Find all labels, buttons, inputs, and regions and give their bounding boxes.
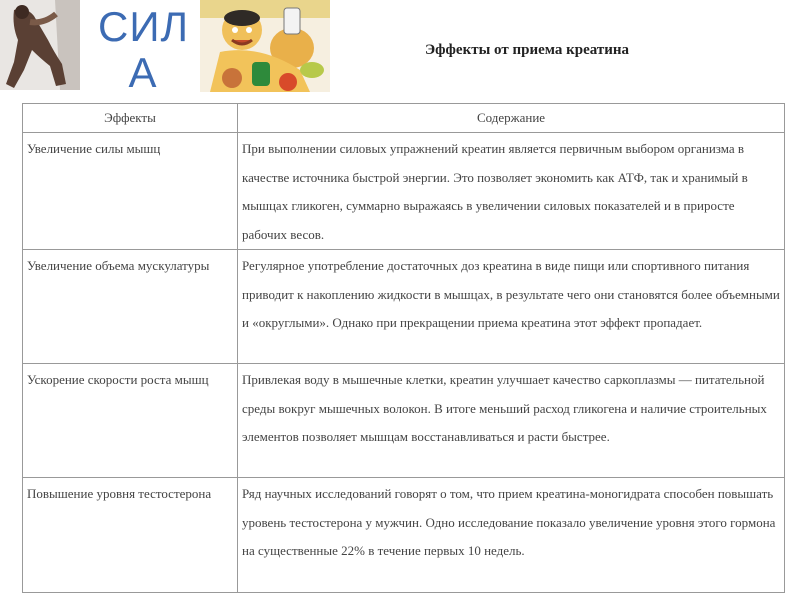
table-row xyxy=(23,478,785,593)
effect-cell: Повышение уровня тестостерона xyxy=(23,478,238,593)
athlete-photo xyxy=(0,0,80,90)
effect-cell: Увеличение объема мускулатуры xyxy=(23,250,238,364)
table-row xyxy=(23,250,785,364)
effects-table xyxy=(22,103,785,593)
page-heading: Эффекты от приема креатина xyxy=(425,42,630,58)
slide-header xyxy=(0,0,800,104)
effect-cell: Ускорение скорости роста мышц xyxy=(23,364,238,478)
slide-title xyxy=(98,4,188,96)
table-header-row xyxy=(23,104,785,133)
content-cell: При выполнении силовых упражнений креатин является первичным выбором организма в качестве источника быстрой энергии. Это позволяет экономить как АТФ, так и хранимый в мышцах гликоген, суммарно выражаясь в увеличении силовых показателей и в приросте рабочих весов. xyxy=(238,133,785,250)
bodybuilder-cartoon xyxy=(200,0,330,92)
column-header-content: Содержание xyxy=(238,104,785,133)
content-cell: Регулярное употребление достаточных доз креатина в виде пищи или спортивного питания приводит к накоплению жидкости в мышцах, в результате чего они становятся более объемными и «округлыми». Однако при прекращении приема креатина этот эффект пропадает. xyxy=(238,250,785,364)
content-cell: Ряд научных исследований говорят о том, что прием креатина-моногидрата способен повышать уровень тестостерона у мужчин. Одно исследование показало увеличение уровня этого гормона на существенные 22% в течение первых 10 недель. xyxy=(238,478,785,593)
effect-cell: Увеличение силы мышц xyxy=(23,133,238,250)
slide-title-line2: А xyxy=(128,49,158,96)
table-row xyxy=(23,133,785,250)
content-cell: Привлекая воду в мышечные клетки, креатин улучшает качество саркоплазмы — питательной среды вокруг мышечных волокон. В итоге меньший расход гликогена и наличие строительных элементов позволяет мышцам восстанавливаться и расти быстрее. xyxy=(238,364,785,478)
table-row xyxy=(23,364,785,478)
column-header-effects: Эффекты xyxy=(23,104,238,133)
slide-title-line1: СИЛ xyxy=(98,3,190,50)
